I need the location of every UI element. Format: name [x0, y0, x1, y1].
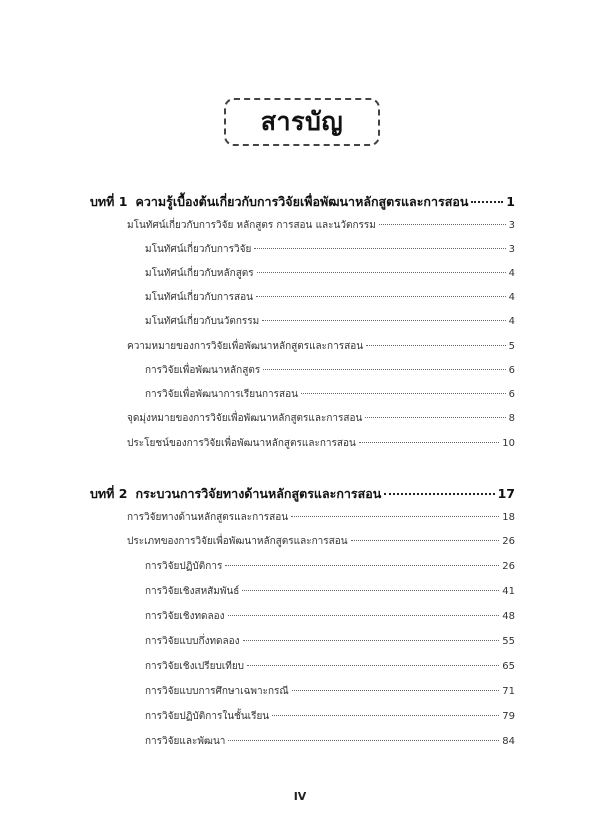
toc-entry-page: 4 — [508, 292, 515, 303]
toc-entry-text: มโนทัศน์เกี่ยวกับการวิจัย หลักสูตร การสอน และนวัตกรรม — [127, 220, 376, 231]
toc-entry-page: 71 — [502, 686, 515, 697]
toc-entry-page: 55 — [502, 636, 515, 647]
toc-entry[interactable] — [145, 387, 515, 402]
chapter-2-title: กระบวนการวิจัยทางด้านหลักสูตรและการสอน — [135, 486, 382, 501]
toc-entry-text: ความหมายของการวิจัยเพื่อพัฒนาหลักสูตรและการสอน — [127, 341, 364, 352]
chapter-2-prefix: บทที่ 2 — [90, 486, 128, 501]
toc-entry[interactable] — [145, 609, 515, 624]
toc-entry[interactable] — [145, 363, 515, 378]
toc-entry-page: 3 — [508, 244, 515, 255]
toc-entry-page: 3 — [508, 220, 515, 231]
chapter-1-prefix: บทที่ 1 — [90, 194, 128, 209]
toc-entry[interactable] — [145, 734, 515, 749]
toc-entry-text: มโนทัศน์เกี่ยวกับนวัตกรรม — [145, 316, 260, 327]
chapter-1-page: 1 — [506, 194, 515, 209]
toc-entry-page: 79 — [502, 711, 515, 722]
toc-title: สารบัญ — [260, 107, 344, 136]
page-number: IV — [293, 790, 307, 803]
toc-entry-page: 48 — [502, 611, 515, 622]
toc-entry-page: 5 — [508, 341, 515, 352]
toc-entry-page: 8 — [508, 413, 515, 424]
toc-entry-text: จุดมุ่งหมายของการวิจัยเพื่อพัฒนาหลักสูตรและการสอน — [127, 413, 363, 424]
toc-entry[interactable] — [145, 659, 515, 674]
toc-entry[interactable] — [145, 242, 515, 257]
toc-entry-text: การวิจัยปฏิบัติการ — [145, 561, 223, 572]
toc-entry-text: การวิจัยเพื่อพัฒนาหลักสูตร — [145, 365, 261, 376]
toc-entry-text: ประเภทของการวิจัยเพื่อพัฒนาหลักสูตรและการสอน — [127, 536, 348, 547]
toc-entry-text: การวิจัยปฏิบัติการในชั้นเรียน — [145, 711, 270, 722]
toc-entry-text: มโนทัศน์เกี่ยวกับหลักสูตร — [145, 268, 254, 279]
toc-entry[interactable] — [127, 510, 515, 525]
toc-entry[interactable] — [145, 634, 515, 649]
toc-entry-page: 6 — [508, 389, 515, 400]
dot-leader — [254, 248, 505, 249]
toc-entry-text: การวิจัยและพัฒนา — [145, 736, 226, 747]
toc-entry-page: 26 — [502, 536, 515, 547]
toc-entry[interactable] — [127, 411, 515, 426]
chapter-1-title: ความรู้เบื้องต้นเกี่ยวกับการวิจัยเพื่อพัฒนาหลักสูตรและการสอน — [135, 194, 469, 209]
dot-leader — [257, 272, 506, 273]
toc-entry-page: 26 — [502, 561, 515, 572]
dot-leader — [366, 345, 506, 346]
dot-leader — [365, 417, 505, 418]
toc-entry[interactable] — [145, 314, 515, 329]
dot-leader — [228, 615, 500, 616]
toc-entry-text: มโนทัศน์เกี่ยวกับการสอน — [145, 292, 253, 303]
toc-entry[interactable] — [127, 534, 515, 549]
toc-entry-text: มโนทัศน์เกี่ยวกับการวิจัย — [145, 244, 252, 255]
toc-entry[interactable] — [145, 290, 515, 305]
toc-entry-text: การวิจัยเชิงเปรียบเทียบ — [145, 661, 245, 672]
dot-leader — [256, 296, 506, 297]
dot-leader — [379, 224, 506, 225]
toc-entry[interactable] — [145, 266, 515, 281]
toc-entry-page: 18 — [502, 512, 515, 523]
toc-entry-page: 4 — [508, 316, 515, 327]
toc-entry-text: การวิจัยแบบการศึกษาเฉพาะกรณี — [145, 686, 289, 697]
dot-leader — [242, 590, 499, 591]
toc-entry-page: 41 — [502, 586, 515, 597]
toc-entry-text: การวิจัยเพื่อพัฒนาการเรียนการสอน — [145, 389, 298, 400]
dot-leader — [272, 715, 499, 716]
dot-leader — [247, 665, 499, 666]
toc-entry[interactable] — [127, 436, 515, 451]
dot-leader — [263, 369, 505, 370]
toc-entry[interactable] — [145, 584, 515, 599]
dot-leader — [291, 516, 499, 517]
toc-entry-text: การวิจัยทางด้านหลักสูตรและการสอน — [127, 512, 289, 523]
toc-entry[interactable] — [127, 339, 515, 354]
chapter-2-page: 17 — [497, 486, 515, 501]
toc-entry-page: 4 — [508, 268, 515, 279]
dot-leader — [228, 740, 499, 741]
dot-leader — [384, 493, 494, 495]
toc-entry-text: ประโยชน์ของการวิจัยเพื่อพัฒนาหลักสูตรและการสอน — [127, 438, 356, 449]
toc-entry[interactable] — [145, 709, 515, 724]
toc-entry[interactable] — [127, 218, 515, 233]
toc-entry-page: 10 — [502, 438, 515, 449]
chapter-1-heading[interactable] — [90, 192, 515, 212]
toc-entry-text: การวิจัยเชิงสหสัมพันธ์ — [145, 586, 240, 597]
dot-leader — [301, 393, 506, 394]
dot-leader — [225, 565, 499, 566]
chapter-2-heading[interactable] — [90, 484, 515, 504]
dot-leader — [471, 201, 503, 203]
dot-leader — [243, 640, 500, 641]
toc-entry[interactable] — [145, 559, 515, 574]
toc-entry-page: 84 — [502, 736, 515, 747]
toc-entry-text: การวิจัยเชิงทดลอง — [145, 611, 225, 622]
dot-leader — [262, 320, 505, 321]
toc-entry-page: 6 — [508, 365, 515, 376]
toc-entry[interactable] — [145, 684, 515, 699]
toc-entry-page: 65 — [502, 661, 515, 672]
dot-leader — [351, 540, 500, 541]
toc-entry-text: การวิจัยแบบกึ่งทดลอง — [145, 636, 240, 647]
dot-leader — [359, 442, 499, 443]
dot-leader — [292, 690, 500, 691]
